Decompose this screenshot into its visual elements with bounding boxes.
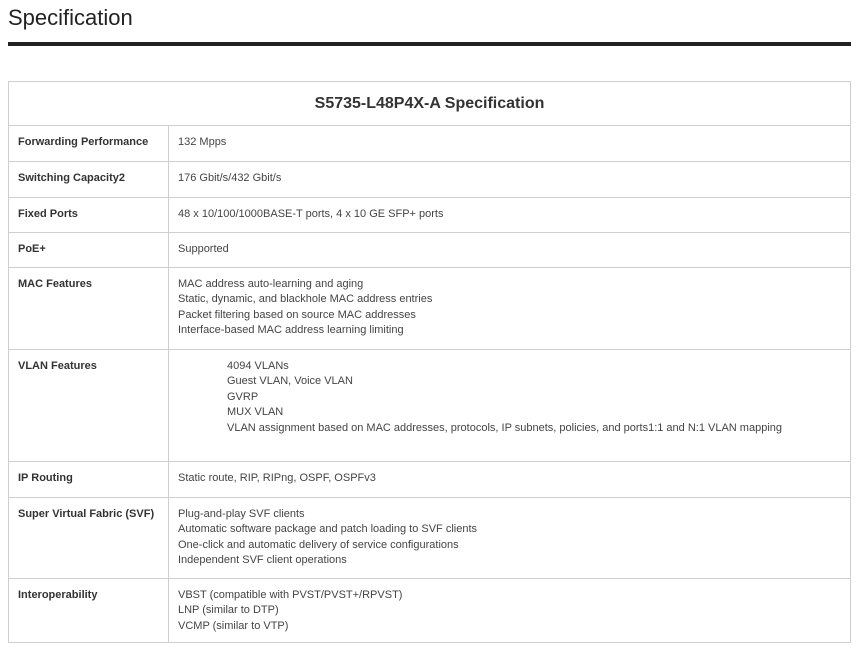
spec-value <box>169 350 851 462</box>
spec-value-line: Interface-based MAC address learning limiting <box>178 324 404 337</box>
spec-label: MAC Features <box>9 268 169 350</box>
spec-value-line: Static, dynamic, and blackhole MAC address entries <box>178 293 433 306</box>
spec-row-poe <box>9 233 851 268</box>
spec-row-interoperability <box>9 579 851 643</box>
spec-value-line: MUX VLAN <box>227 406 284 419</box>
spec-label: Fixed Ports <box>9 198 169 233</box>
spec-label: Super Virtual Fabric (SVF) <box>9 498 169 579</box>
spec-value-line: One-click and automatic delivery of service configurations <box>178 538 459 551</box>
table-title-row <box>9 82 851 126</box>
spec-row-forwarding-performance <box>9 126 851 162</box>
page-title: Specification <box>8 5 133 30</box>
spec-value-line: Supported <box>178 243 229 255</box>
spec-value-line: 176 Gbit/s/432 Gbit/s <box>178 172 282 184</box>
spec-value <box>169 233 851 268</box>
spec-label: Switching Capacity2 <box>9 162 169 198</box>
spec-value-line: LNP (similar to DTP) <box>178 604 279 617</box>
spec-label: IP Routing <box>9 462 169 498</box>
spec-value <box>169 498 851 579</box>
spec-label: Forwarding Performance <box>9 126 169 162</box>
spec-value-line: GVRP <box>227 390 259 403</box>
specification-table <box>8 81 851 643</box>
spec-value <box>169 268 851 350</box>
spec-value <box>169 162 851 198</box>
spec-value-line: Automatic software package and patch loading to SVF clients <box>178 523 478 536</box>
spec-value-line: VLAN assignment based on MAC addresses, protocols, IP subnets, policies, and ports1:1 and N:1 VLAN mapping <box>227 421 782 434</box>
spec-value-line: Guest VLAN, Voice VLAN <box>227 375 353 388</box>
spec-value-line: Plug-and-play SVF clients <box>178 508 305 520</box>
spec-row-svf <box>9 498 851 579</box>
spec-row-ip-routing <box>9 462 851 498</box>
spec-row-switching-capacity <box>9 162 851 198</box>
spec-value <box>169 462 851 498</box>
spec-value-line: MAC address auto-learning and aging <box>178 278 364 290</box>
spec-value-line: Static route, RIP, RIPng, OSPF, OSPFv3 <box>178 472 376 484</box>
spec-row-vlan-features <box>9 350 851 462</box>
spec-value <box>169 579 851 643</box>
spec-value-line: VCMP (similar to VTP) <box>178 619 289 632</box>
spec-value-line: VBST (compatible with PVST/PVST+/RPVST) <box>178 589 403 601</box>
spec-value-line: Packet filtering based on source MAC addresses <box>178 308 416 321</box>
table-title: S5735-L48P4X-A Specification <box>9 82 851 126</box>
title-divider <box>8 42 851 46</box>
spec-label: Interoperability <box>9 579 169 643</box>
spec-label: VLAN Features <box>9 350 169 462</box>
spec-value-line: 48 x 10/100/1000BASE-T ports, 4 x 10 GE SFP+ ports <box>178 208 444 220</box>
spec-label: PoE+ <box>9 233 169 268</box>
spec-row-fixed-ports <box>9 198 851 233</box>
spec-value-line: Independent SVF client operations <box>178 554 347 567</box>
spec-value-line: 4094 VLANs <box>227 360 289 372</box>
spec-value <box>169 198 851 233</box>
spec-value <box>169 126 851 162</box>
spec-value-line: 132 Mpps <box>178 136 227 148</box>
spec-row-mac-features <box>9 268 851 350</box>
